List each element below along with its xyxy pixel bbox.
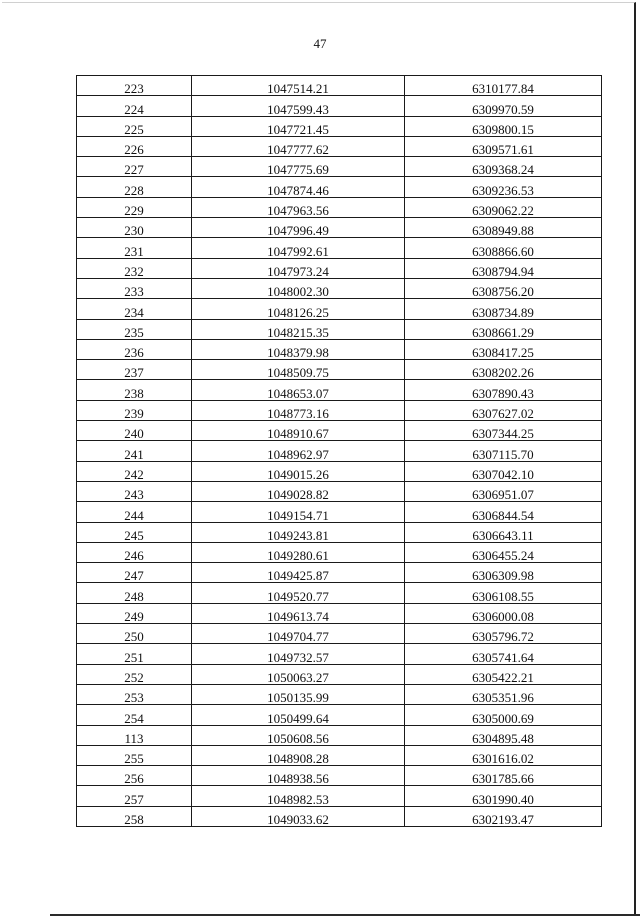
y-coordinate-cell: 6308756.20 (405, 278, 602, 298)
point-number-cell: 258 (77, 806, 192, 826)
table-row (77, 96, 602, 116)
x-coordinate-cell: 1049520.77 (192, 583, 405, 603)
x-coordinate-cell: 1048982.53 (192, 786, 405, 806)
table-row (77, 522, 602, 542)
x-coordinate-cell: 1049280.61 (192, 542, 405, 562)
point-number-cell: 230 (77, 218, 192, 238)
point-number-cell: 235 (77, 319, 192, 339)
y-coordinate-cell: 6308949.88 (405, 218, 602, 238)
table-row (77, 258, 602, 278)
y-coordinate-cell: 6306844.54 (405, 502, 602, 522)
y-coordinate-cell: 6307115.70 (405, 441, 602, 461)
y-coordinate-cell: 6307344.25 (405, 421, 602, 441)
point-number-cell: 234 (77, 299, 192, 319)
y-coordinate-cell: 6308417.25 (405, 339, 602, 359)
y-coordinate-cell: 6307890.43 (405, 380, 602, 400)
table-row (77, 786, 602, 806)
table-row (77, 603, 602, 623)
point-number-cell: 224 (77, 96, 192, 116)
x-coordinate-cell: 1049425.87 (192, 563, 405, 583)
table-row (77, 461, 602, 481)
y-coordinate-cell: 6309571.61 (405, 136, 602, 156)
x-coordinate-cell: 1047514.21 (192, 76, 405, 96)
table-row (77, 542, 602, 562)
y-coordinate-cell: 6306108.55 (405, 583, 602, 603)
table-row (77, 583, 602, 603)
y-coordinate-cell: 6305000.69 (405, 705, 602, 725)
point-number-cell: 240 (77, 421, 192, 441)
x-coordinate-cell: 1048962.97 (192, 441, 405, 461)
x-coordinate-cell: 1049243.81 (192, 522, 405, 542)
x-coordinate-cell: 1050499.64 (192, 705, 405, 725)
x-coordinate-cell: 1047992.61 (192, 238, 405, 258)
x-coordinate-cell: 1048910.67 (192, 421, 405, 441)
table-row (77, 664, 602, 684)
point-number-cell: 252 (77, 664, 192, 684)
point-number-cell: 255 (77, 745, 192, 765)
table-row (77, 319, 602, 339)
y-coordinate-cell: 6308202.26 (405, 360, 602, 380)
point-number-cell: 251 (77, 644, 192, 664)
y-coordinate-cell: 6309800.15 (405, 116, 602, 136)
table-row (77, 624, 602, 644)
y-coordinate-cell: 6304895.48 (405, 725, 602, 745)
table-row (77, 76, 602, 96)
point-number-cell: 238 (77, 380, 192, 400)
x-coordinate-cell: 1048908.28 (192, 745, 405, 765)
point-number-cell: 256 (77, 766, 192, 786)
table-row (77, 806, 602, 826)
x-coordinate-cell: 1048126.25 (192, 299, 405, 319)
table-row (77, 177, 602, 197)
point-number-cell: 229 (77, 197, 192, 217)
point-number-cell: 225 (77, 116, 192, 136)
y-coordinate-cell: 6306951.07 (405, 481, 602, 501)
y-coordinate-cell: 6305351.96 (405, 684, 602, 704)
x-coordinate-cell: 1048215.35 (192, 319, 405, 339)
y-coordinate-cell: 6309970.59 (405, 96, 602, 116)
y-coordinate-cell: 6306455.24 (405, 542, 602, 562)
bottom-rule (50, 914, 640, 916)
y-coordinate-cell: 6308794.94 (405, 258, 602, 278)
point-number-cell: 253 (77, 684, 192, 704)
table-row (77, 563, 602, 583)
table-row (77, 705, 602, 725)
table-row (77, 745, 602, 765)
coordinates-table-body (77, 76, 602, 827)
table-row (77, 766, 602, 786)
x-coordinate-cell: 1049613.74 (192, 603, 405, 623)
table-row (77, 400, 602, 420)
y-coordinate-cell: 6306643.11 (405, 522, 602, 542)
x-coordinate-cell: 1049033.62 (192, 806, 405, 826)
table-row (77, 238, 602, 258)
table-row (77, 299, 602, 319)
x-coordinate-cell: 1048379.98 (192, 339, 405, 359)
point-number-cell: 248 (77, 583, 192, 603)
table-row (77, 360, 602, 380)
table-row (77, 441, 602, 461)
x-coordinate-cell: 1048002.30 (192, 278, 405, 298)
table-row (77, 339, 602, 359)
y-coordinate-cell: 6302193.47 (405, 806, 602, 826)
x-coordinate-cell: 1048938.56 (192, 766, 405, 786)
x-coordinate-cell: 1049015.26 (192, 461, 405, 481)
table-row (77, 116, 602, 136)
x-coordinate-cell: 1047874.46 (192, 177, 405, 197)
x-coordinate-cell: 1047721.45 (192, 116, 405, 136)
table-row (77, 644, 602, 664)
point-number-cell: 247 (77, 563, 192, 583)
x-coordinate-cell: 1048509.75 (192, 360, 405, 380)
point-number-cell: 231 (77, 238, 192, 258)
x-coordinate-cell: 1049154.71 (192, 502, 405, 522)
y-coordinate-cell: 6308661.29 (405, 319, 602, 339)
table-row (77, 725, 602, 745)
x-coordinate-cell: 1049704.77 (192, 624, 405, 644)
point-number-cell: 241 (77, 441, 192, 461)
y-coordinate-cell: 6306000.08 (405, 603, 602, 623)
x-coordinate-cell: 1047973.24 (192, 258, 405, 278)
page-number: 47 (313, 36, 327, 51)
coordinates-table (76, 75, 602, 827)
y-coordinate-cell: 6309062.22 (405, 197, 602, 217)
table-row (77, 157, 602, 177)
x-coordinate-cell: 1047777.62 (192, 136, 405, 156)
point-number-cell: 250 (77, 624, 192, 644)
point-number-cell: 257 (77, 786, 192, 806)
point-number-cell: 228 (77, 177, 192, 197)
table-row (77, 380, 602, 400)
x-coordinate-cell: 1048773.16 (192, 400, 405, 420)
x-coordinate-cell: 1047996.49 (192, 218, 405, 238)
x-coordinate-cell: 1047963.56 (192, 197, 405, 217)
table-row (77, 197, 602, 217)
y-coordinate-cell: 6305422.21 (405, 664, 602, 684)
table-row (77, 278, 602, 298)
x-coordinate-cell: 1048653.07 (192, 380, 405, 400)
x-coordinate-cell: 1047599.43 (192, 96, 405, 116)
point-number-cell: 245 (77, 522, 192, 542)
y-coordinate-cell: 6306309.98 (405, 563, 602, 583)
point-number-cell: 249 (77, 603, 192, 623)
y-coordinate-cell: 6301990.40 (405, 786, 602, 806)
y-coordinate-cell: 6308866.60 (405, 238, 602, 258)
point-number-cell: 223 (77, 76, 192, 96)
x-coordinate-cell: 1050135.99 (192, 684, 405, 704)
y-coordinate-cell: 6301616.02 (405, 745, 602, 765)
table-row (77, 136, 602, 156)
y-coordinate-cell: 6308734.89 (405, 299, 602, 319)
y-coordinate-cell: 6309236.53 (405, 177, 602, 197)
point-number-cell: 243 (77, 481, 192, 501)
y-coordinate-cell: 6305741.64 (405, 644, 602, 664)
x-coordinate-cell: 1049028.82 (192, 481, 405, 501)
point-number-cell: 227 (77, 157, 192, 177)
y-coordinate-cell: 6307042.10 (405, 461, 602, 481)
point-number-cell: 237 (77, 360, 192, 380)
x-coordinate-cell: 1047775.69 (192, 157, 405, 177)
table-row (77, 481, 602, 501)
point-number-cell: 254 (77, 705, 192, 725)
point-number-cell: 233 (77, 278, 192, 298)
point-number-cell: 236 (77, 339, 192, 359)
x-coordinate-cell: 1050063.27 (192, 664, 405, 684)
table-row (77, 502, 602, 522)
point-number-cell: 113 (77, 725, 192, 745)
y-coordinate-cell: 6310177.84 (405, 76, 602, 96)
y-coordinate-cell: 6307627.02 (405, 400, 602, 420)
point-number-cell: 226 (77, 136, 192, 156)
table-row (77, 421, 602, 441)
point-number-cell: 242 (77, 461, 192, 481)
point-number-cell: 232 (77, 258, 192, 278)
point-number-cell: 246 (77, 542, 192, 562)
y-coordinate-cell: 6309368.24 (405, 157, 602, 177)
point-number-cell: 244 (77, 502, 192, 522)
table-row (77, 684, 602, 704)
point-number-cell: 239 (77, 400, 192, 420)
table-row (77, 218, 602, 238)
x-coordinate-cell: 1049732.57 (192, 644, 405, 664)
x-coordinate-cell: 1050608.56 (192, 725, 405, 745)
y-coordinate-cell: 6301785.66 (405, 766, 602, 786)
y-coordinate-cell: 6305796.72 (405, 624, 602, 644)
